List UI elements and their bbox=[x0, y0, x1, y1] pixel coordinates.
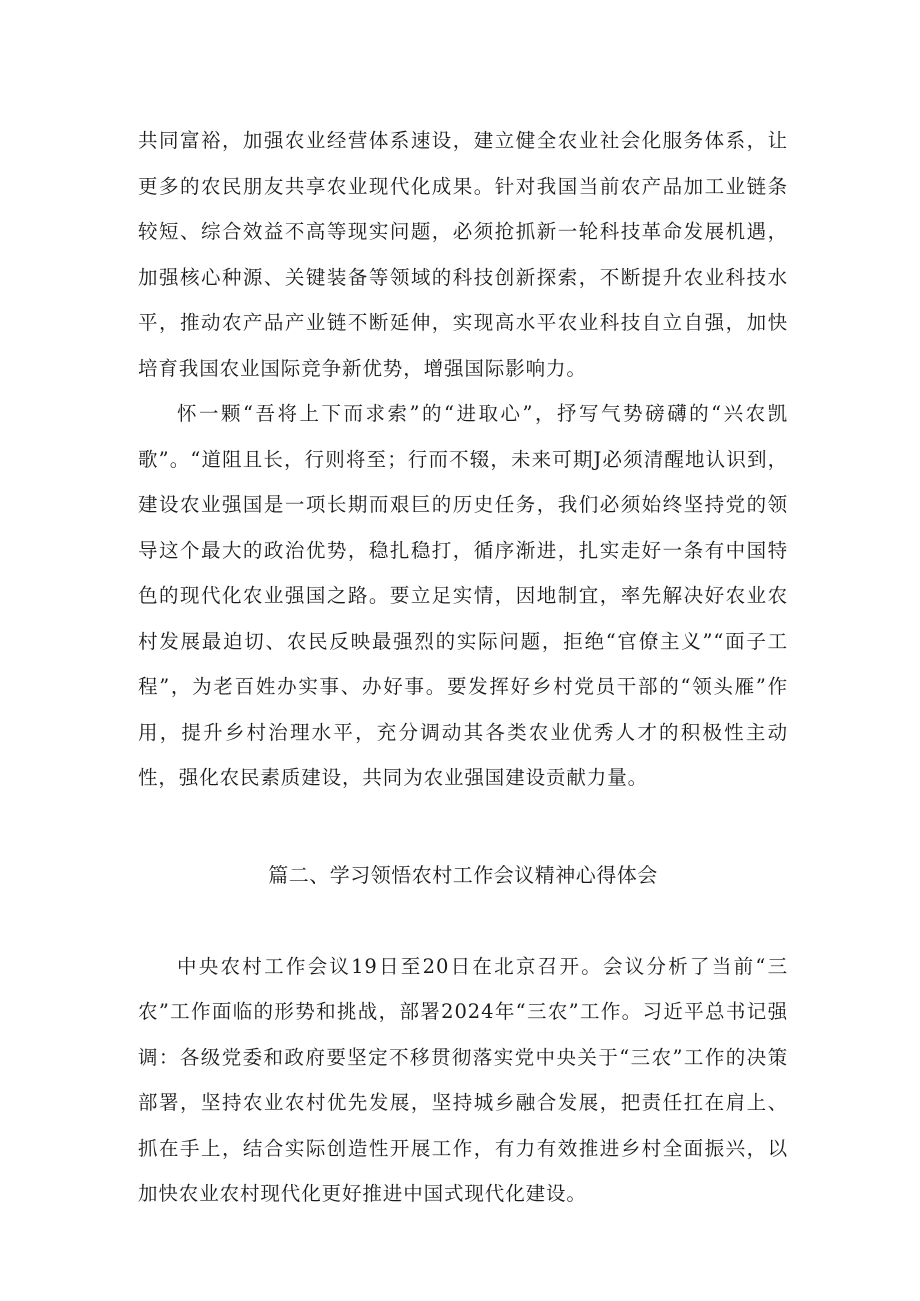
body-paragraph: 怀一颗“吾将上下而求索”的“进取心”，抒写气势磅礴的“兴农凯歌”。“道阻且长，行则将至；行而不辍，未来可期J必须清醒地认识到，建设农业强国是一项长期而艰巨的历史任务，我们必须始终坚持党的领导这个最大的政治优势，稳扎稳打，循序渐进，扎实走好一条有中国特色的现代化农业强国之路。要立足实情，因地制宜，率先解决好农业农村发展最迫切、农民反映最强烈的实际问题，拒绝“官僚主义”“面子工程”，为老百姓办实事、办好事。要发挥好乡村党员干部的“领头雁”作用，提升乡村治理水平，充分调动其各类农业优秀人才的积极性主动性，强化农民素质建设，共同为农业强国建设贡献力量。 bbox=[138, 402, 788, 789]
body-paragraph: 共同富裕，加强农业经营体系速设，建立健全农业社会化服务体系，让更多的农民朋友共享农业现代化成果。针对我国当前农产品加工业链条较短、综合效益不高等现实问题，必须抢抓新一轮科技革命发展机遇，加强核心种源、关键装备等领域的科技创新探索，不断提升农业科技水平，推动农产品产业链不断延伸，实现高水平农业科技自立自强，加快培育我国农业国际竞争新优势，增强国际影响力。 bbox=[138, 129, 788, 380]
document-page bbox=[138, 118, 788, 1217]
section-title: 篇二、学习领悟农村工作会议精神心得体会 bbox=[268, 862, 658, 887]
section-heading bbox=[138, 860, 788, 890]
body-paragraph: 中央农村工作会议19日至20日在北京召开。会议分析了当前“三农”工作面临的形势和挑战，部署2024年“三农”工作。习近平总书记强调：各级党委和政府要坚定不移贯彻落实党中央关于“三农”工作的决策部署，坚持农业农村优先发展，坚持城乡融合发展，把责任扛在肩上、抓在手上，结合实际创造性开展工作，有力有效推进乡村全面振兴，以加快农业农村现代化更好推进中国式现代化建设。 bbox=[138, 954, 788, 1205]
